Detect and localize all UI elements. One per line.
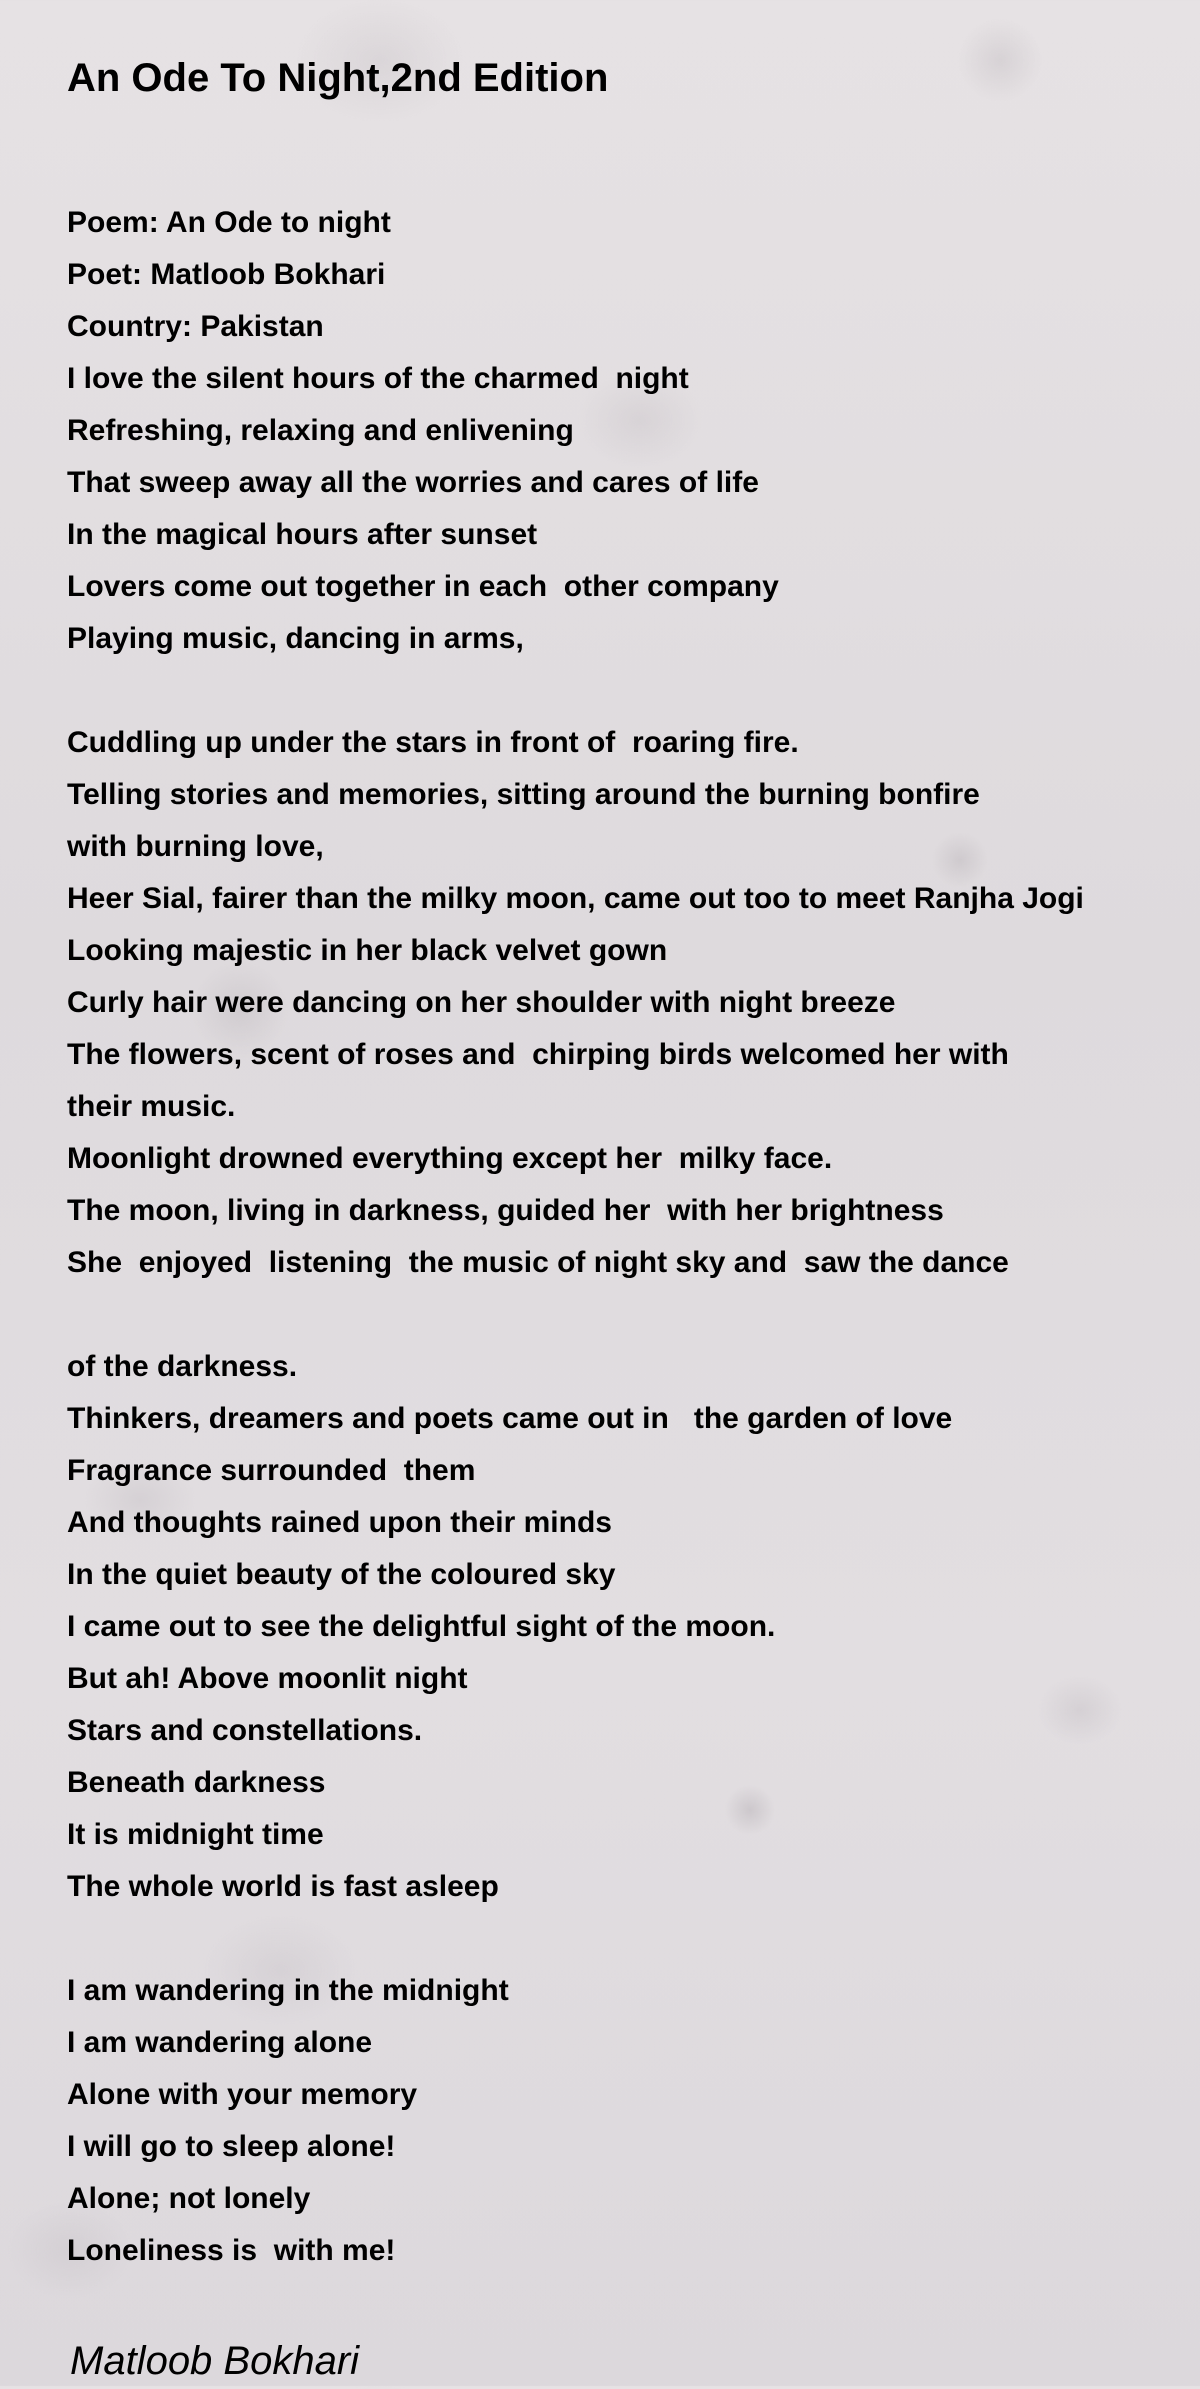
- poem-line: Refreshing, relaxing and enlivening: [67, 414, 574, 447]
- poem-line: Moonlight drowned everything except her milky face.: [67, 1142, 833, 1175]
- poem-line: In the quiet beauty of the coloured sky: [67, 1558, 616, 1591]
- poem-line: Fragrance surrounded them: [67, 1454, 476, 1487]
- poem-author: Matloob Bokhari: [70, 2339, 360, 2383]
- poem-line: Looking majestic in her black velvet gown: [67, 934, 668, 967]
- poem-line: Beneath darkness: [67, 1766, 326, 1799]
- poem-line: Alone with your memory: [67, 2078, 418, 2111]
- poem-line: Country: Pakistan: [67, 310, 324, 343]
- poem-line: I am wandering alone: [67, 2026, 373, 2059]
- poem-line: She enjoyed listening the music of night sky and saw the dance: [67, 1246, 1009, 1279]
- poem-line: Playing music, dancing in arms,: [67, 622, 524, 655]
- stanza-3: [67, 1341, 1180, 1913]
- poem-body: [67, 197, 1180, 2277]
- poem-line: And thoughts rained upon their minds: [67, 1506, 612, 1539]
- stanza-1: [67, 197, 1180, 665]
- poem-line: Curly hair were dancing on her shoulder with night breeze: [67, 986, 896, 1019]
- poem-line: I love the silent hours of the charmed night: [67, 362, 689, 395]
- poem-line: with burning love,: [67, 830, 324, 863]
- stanza-break: [67, 1289, 1180, 1341]
- stanza-break: [67, 665, 1180, 717]
- poem-line: It is midnight time: [67, 1818, 324, 1851]
- stanza-break: [67, 1913, 1180, 1965]
- poem-line: The whole world is fast asleep: [67, 1870, 499, 1903]
- stanza-2: [67, 717, 1180, 1289]
- poem-line: I will go to sleep alone!: [67, 2130, 396, 2163]
- poem-line: Stars and constellations.: [67, 1714, 423, 1747]
- poem-page: [67, 50, 1180, 2389]
- poem-line: The moon, living in darkness, guided her with her brightness: [67, 1194, 944, 1227]
- poem-line: Heer Sial, fairer than the milky moon, came out too to meet Ranjha Jogi: [67, 882, 1084, 915]
- poem-line: I came out to see the delightful sight of the moon.: [67, 1610, 776, 1643]
- stanza-4: [67, 1965, 1180, 2277]
- poem-line: In the magical hours after sunset: [67, 518, 538, 551]
- poem-title: An Ode To Night,2nd Edition: [67, 56, 609, 100]
- poem-line: But ah! Above moonlit night: [67, 1662, 468, 1695]
- poem-line: I am wandering in the midnight: [67, 1974, 509, 2007]
- poem-line: Poem: An Ode to night: [67, 206, 391, 239]
- poem-line: of the darkness.: [67, 1350, 298, 1383]
- poem-line: Thinkers, dreamers and poets came out in the garden of love: [67, 1402, 953, 1435]
- poem-line: Cuddling up under the stars in front of roaring fire.: [67, 726, 799, 759]
- poem-line: Telling stories and memories, sitting around the burning bonfire: [67, 778, 980, 811]
- poem-line: The flowers, scent of roses and chirping birds welcomed her with: [67, 1038, 1009, 1071]
- poem-line: their music.: [67, 1090, 236, 1123]
- poem-line: Alone; not lonely: [67, 2182, 311, 2215]
- poem-line: That sweep away all the worries and cares of life: [67, 466, 759, 499]
- poem-line: Loneliness is with me!: [67, 2234, 396, 2267]
- poem-line: Poet: Matloob Bokhari: [67, 258, 386, 291]
- poem-line: Lovers come out together in each other company: [67, 570, 779, 603]
